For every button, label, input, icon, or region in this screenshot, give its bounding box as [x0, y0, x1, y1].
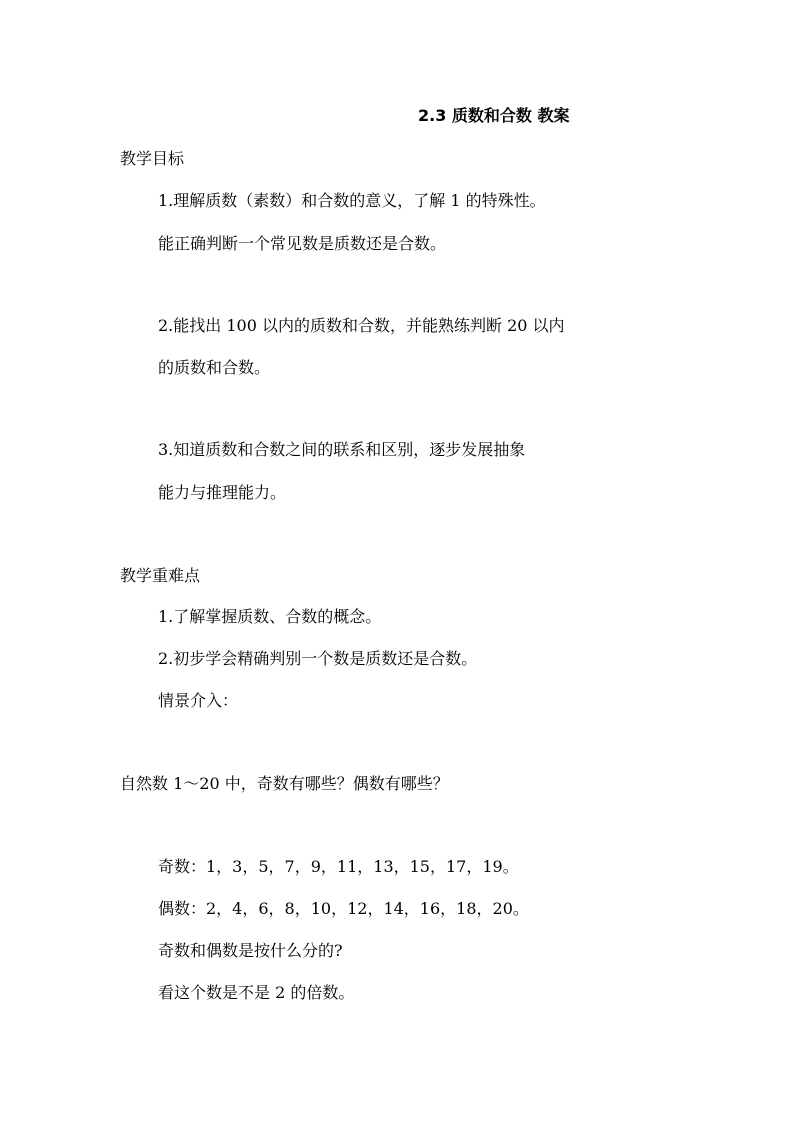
keypoint-1: 1.了解掌握质数、合数的概念。 [158, 607, 382, 626]
situation-question: 自然数 1～20 中，奇数有哪些？偶数有哪些？ [120, 774, 449, 793]
even-numbers: 偶数：2，4，6，8，10，12，14，16，18，20。 [158, 899, 529, 918]
goal-1-line-2: 能正确判断一个常见数是质数还是合数。 [158, 234, 447, 253]
document-title: 2.3 质数和合数 教案 [418, 106, 570, 125]
goal-3-line-2: 能力与推理能力。 [158, 483, 287, 502]
intro-label: 情景介入： [158, 691, 239, 710]
goals-heading: 教学目标 [120, 149, 185, 168]
keypoints-heading: 教学重难点 [120, 566, 201, 585]
goal-3-line-1: 3.知道质数和合数之间的联系和区别，逐步发展抽象 [158, 440, 526, 459]
situation-answer: 看这个数是不是 2 的倍数。 [158, 983, 355, 1002]
goal-1-line-1: 1.理解质数（素数）和合数的意义，了解 1 的特殊性。 [158, 191, 546, 210]
goal-2-line-2: 的质数和合数。 [158, 358, 271, 377]
odd-numbers: 奇数：1，3，5，7，9，11，13，15，17，19。 [158, 857, 519, 876]
situation-question-2: 奇数和偶数是按什么分的? [158, 941, 343, 960]
goal-2-line-1: 2.能找出 100 以内的质数和合数，并能熟练判断 20 以内 [158, 316, 565, 335]
keypoint-2: 2.初步学会精确判别一个数是质数还是合数。 [158, 649, 478, 668]
